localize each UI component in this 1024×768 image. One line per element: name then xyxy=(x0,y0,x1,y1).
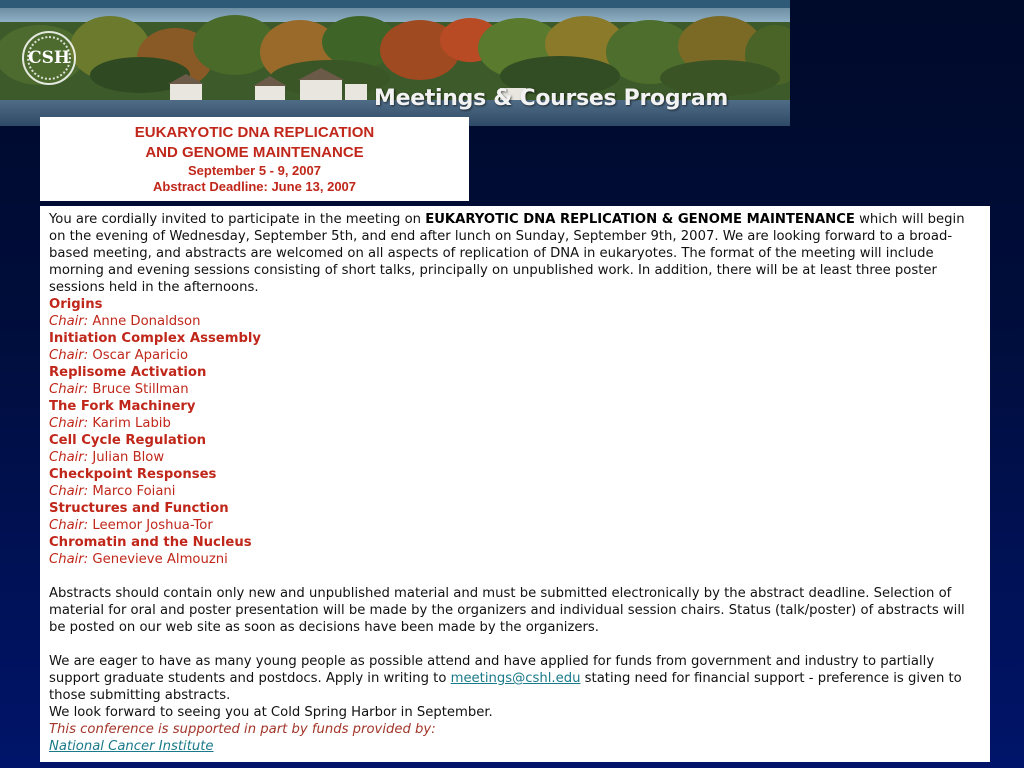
chair-name: Oscar Aparicio xyxy=(92,348,189,363)
spacer xyxy=(49,568,981,585)
abstracts-paragraph: Abstracts should contain only new and unpublished material and must be submitted electronically by the abstract deadline. Selection of material for oral and poster presentation will be made by the organizers and individual session chairs. Status (talk/poster) of abstracts will be posted on our web site as soon as decisions have been made by the organizers. xyxy=(49,586,965,635)
spacer xyxy=(49,636,981,653)
csh-logo: CSH xyxy=(22,31,76,85)
session-title: Cell Cycle Regulation xyxy=(49,433,207,448)
chair-label: Chair: xyxy=(49,450,89,465)
chair-name: Anne Donaldson xyxy=(92,314,201,329)
intro-lead: You are cordially invited to participate in the meeting on xyxy=(49,212,426,227)
chair-label: Chair: xyxy=(49,484,89,499)
intro-rest: which will begin on the evening of Wednesday, September 5th, and end after lunch on Sunday, September 9th, 2007. We are looking forward to a broad-based meeting, and abstracts are welcomed on all aspects of replication of DNA in eukaryotes. The format of the meeting will include morning and evening sessions consisting of short talks, principally on unpublished work. In addition, there will be at least three poster sessions held in the afternoons. xyxy=(49,212,965,295)
closing-line: We look forward to seeing you at Cold Spring Harbor in September. xyxy=(49,705,493,720)
session-chair xyxy=(49,347,981,364)
session-chair xyxy=(49,449,981,466)
chair-name: Bruce Stillman xyxy=(92,382,189,397)
chair-label: Chair: xyxy=(49,382,89,397)
support-note: This conference is supported in part by funds provided by: xyxy=(49,722,436,737)
abstract-deadline: Abstract Deadline: June 13, 2007 xyxy=(152,179,357,194)
header-banner xyxy=(0,0,790,126)
session-list xyxy=(49,296,981,568)
main-content xyxy=(40,206,990,762)
funding-text-before: We are eager to have as many young people as possible attend and have applied for funds from government and industry to partially support graduate students and postdocs. Apply in writing to xyxy=(49,654,935,686)
meeting-dates: September 5 - 9, 2007 xyxy=(188,163,321,178)
session-chair xyxy=(49,551,981,568)
email-link[interactable]: meetings@cshl.edu xyxy=(450,671,581,686)
chair-label: Chair: xyxy=(49,348,89,363)
sponsor-link[interactable]: National Cancer Institute xyxy=(49,739,214,754)
session-chair xyxy=(49,483,981,500)
meeting-title-line-1: EUKARYOTIC DNA REPLICATION xyxy=(134,124,375,141)
chair-name: Karim Labib xyxy=(92,416,171,431)
meeting-title-box xyxy=(40,117,469,201)
funding-text-after: stating need for financial support - preference is given to those submitting abstracts. xyxy=(49,671,962,703)
session-title: Structures and Function xyxy=(49,501,229,516)
session-title: Origins xyxy=(49,297,103,312)
program-title: Meetings & Courses Program xyxy=(374,86,728,111)
session-title: Replisome Activation xyxy=(49,365,207,380)
chair-label: Chair: xyxy=(49,552,89,567)
session-title: Checkpoint Responses xyxy=(49,467,217,482)
intro-meeting-name: EUKARYOTIC DNA REPLICATION & GENOME MAINTENANCE xyxy=(425,212,855,227)
chair-label: Chair: xyxy=(49,518,89,533)
chair-name: Leemor Joshua-Tor xyxy=(92,518,213,533)
session-chair xyxy=(49,415,981,432)
meeting-title-line-2: AND GENOME MAINTENANCE xyxy=(145,144,364,161)
chair-label: Chair: xyxy=(49,314,89,329)
session-title: Chromatin and the Nucleus xyxy=(49,535,252,550)
chair-name: Genevieve Almouzni xyxy=(92,552,228,567)
session-title: Initiation Complex Assembly xyxy=(49,331,262,346)
chair-label: Chair: xyxy=(49,416,89,431)
session-chair xyxy=(49,313,981,330)
session-chair xyxy=(49,381,981,398)
funding-paragraph xyxy=(49,653,981,704)
chair-name: Julian Blow xyxy=(92,450,165,465)
session-title: The Fork Machinery xyxy=(49,399,196,414)
intro-paragraph xyxy=(49,211,981,296)
chair-name: Marco Foiani xyxy=(92,484,176,499)
session-chair xyxy=(49,517,981,534)
